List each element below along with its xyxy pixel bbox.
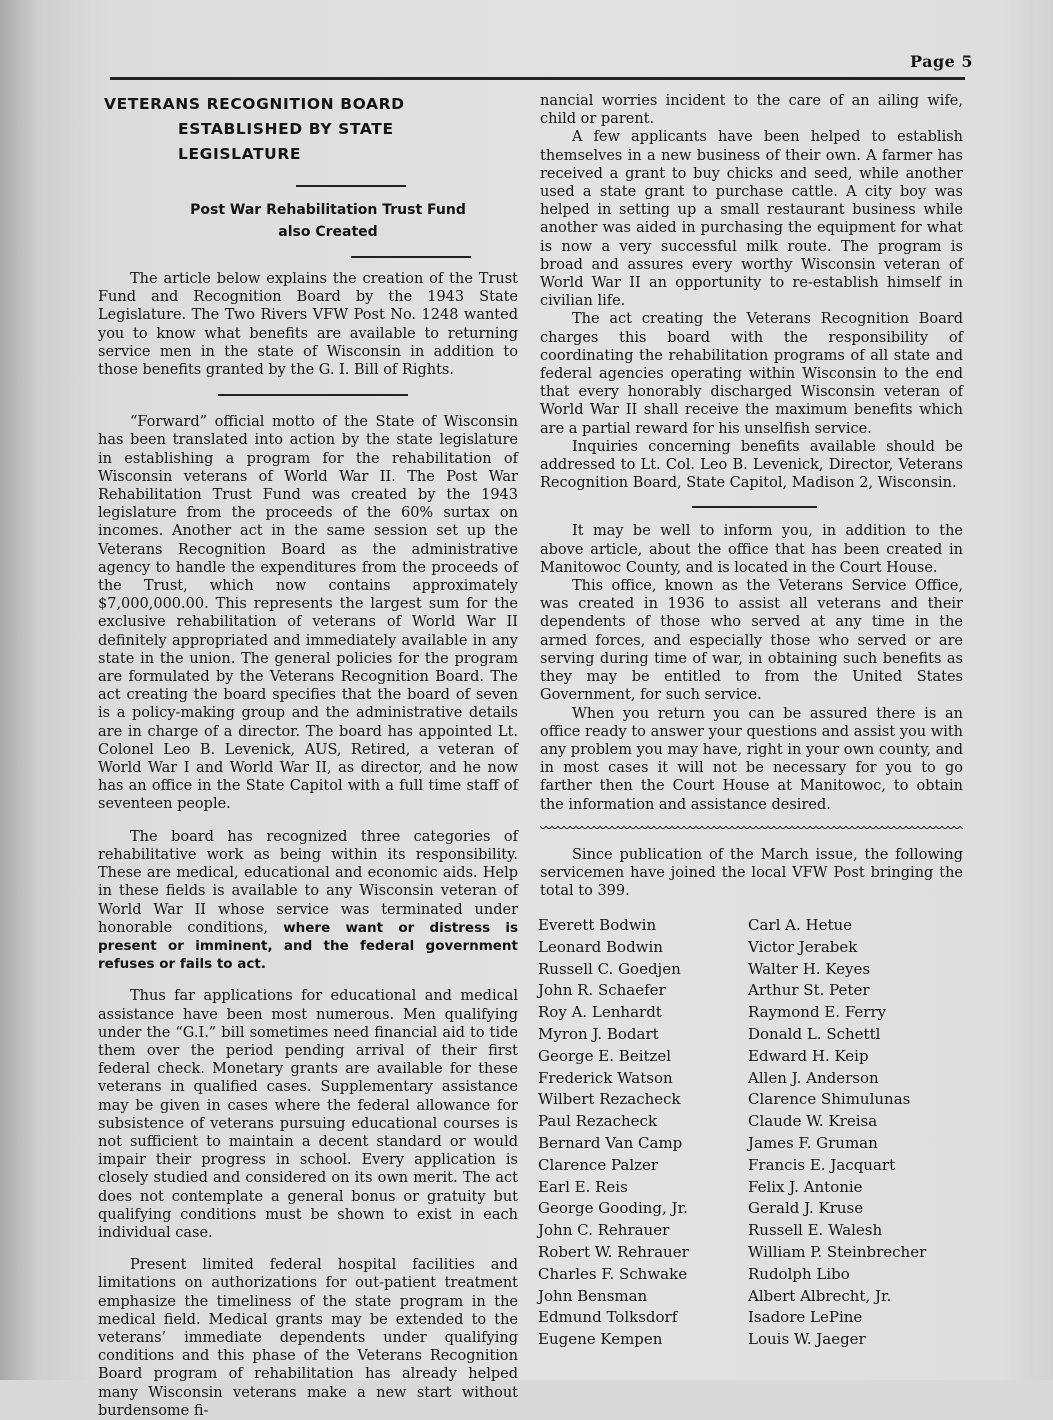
member-name: William P. Steinbrecher: [748, 1242, 927, 1261]
members-column-2: [748, 915, 968, 1351]
member-name: Allen J. Anderson: [748, 1068, 879, 1087]
new-members-list: [538, 915, 968, 1351]
intro-paragraph: The article below explains the creation of the Trust Fund and Recognition Board by the 1943 State Legislature. The Two Rivers VFW Post No. 1248 wanted you to know what benefits are available to returning service men in the state of Wisconsin in addition to those benefits granted by the G. I. Bill of Rights.: [98, 271, 518, 379]
article-paragraph-4: Present limited federal hospital facilities and limitations on authorizations for out-patient treatment emphasize the timeliness of the state program in the medical field. Medical grants may be extended to the veterans’ immediate dependents under qualifying conditions and this phase of the Veterans Recognition Board program of rehabilitation has already helped many Wisconsin veterans make a new start without burdensome fi-: [98, 1257, 518, 1419]
office-paragraph-1: It may be well to inform you, in addition to the above article, about the office that has been created in Manitowoc County, and is located in the Court House.: [540, 523, 963, 576]
headline-line-1: VETERANS RECOGNITION BOARD: [104, 95, 405, 113]
member-name: Felix J. Antonie: [748, 1177, 863, 1196]
article-paragraph-2-bold: where want or distress is present or imminent, and the federal government refuses or fails to act.: [98, 919, 519, 973]
member-name: Frederick Watson: [538, 1068, 673, 1087]
member-name: Raymond E. Ferry: [748, 1003, 887, 1022]
right-column: [540, 92, 963, 900]
members-intro: Since publication of the March issue, the following servicemen have joined the local VFW Post bringing the total to 399.: [540, 846, 963, 900]
member-name: Earl E. Reis: [538, 1177, 628, 1196]
member-name: Russell C. Goedjen: [538, 959, 681, 978]
member-name: Francis E. Jacquart: [748, 1155, 896, 1174]
member-name: Clarence Shimulunas: [748, 1090, 911, 1109]
member-name: Leonard Bodwin: [538, 937, 663, 956]
member-name: Roy A. Lenhardt: [538, 1003, 662, 1022]
member-name: Everett Bodwin: [538, 916, 657, 934]
left-column: [98, 92, 518, 1420]
subhead-rule: [351, 256, 471, 258]
member-name: Robert W. Rehrauer: [538, 1242, 689, 1261]
article-paragraph-2-text: The board has recognized three categories of rehabilitative work as being within its responsibility. These are medical, educational and economic aids. Help in these fields is available to any Wisconsin veteran of World War II whose service was terminated under honorable conditions,: [98, 828, 518, 936]
article-paragraph-5: A few applicants have been helped to establish themselves in a new business of their own. A farmer has received a grant to buy chicks and seed, while another used a state grant to purchase cattle. A city boy was helped in setting up a small restaurant business while another was aided in purchasing the equipment for what is now a very successful milk route. The program is broad and assures every worthy Wisconsin veteran of World War II an opportunity to re-establish himself in civilian life.: [540, 129, 963, 310]
member-name: John C. Rehrauer: [538, 1221, 670, 1240]
office-paragraph-2: This office, known as the Veterans Service Office, was created in 1936 to assist all veterans and their dependents of those who served at any time in the armed forces, and especially those who served or are serving during time of war, in obtaining such benefits as they may be entitled to from the United States Government, for such service.: [540, 578, 963, 704]
member-name: Arthur St. Peter: [748, 981, 870, 1000]
member-name: George Gooding, Jr.: [538, 1199, 688, 1218]
article-paragraph-7: Inquiries concerning benefits available should be addressed to Lt. Col. Leo B. Levenick, Director, Veterans Recognition Board, State Capitol, Madison 2, Wisconsin.: [540, 438, 963, 492]
member-name: Claude W. Kreisa: [748, 1112, 878, 1131]
member-name: Clarence Palzer: [538, 1155, 659, 1174]
article-paragraph-3: Thus far applications for educational and medical assistance have been most numerous. Men qualifying under the “G.I.” bill sometimes need financial aid to tide them over the period pending arrival of their first federal check. Monetary grants are available for these veterans in qualified cases. Supplementary assistance may be given in cases where the federal allowance for subsistence of veterans pursuing educational courses is not sufficient to maintain a decent standard or would impair their progress in school. Every application is closely studied and considered on its own merit. The act does not contemplate a general bonus or gratuity but qualifying conditions must be shown to exist in each individual case.: [98, 988, 518, 1241]
wavy-divider: [540, 826, 963, 832]
member-name: Wilbert Rezacheck: [538, 1090, 681, 1109]
headline-rule: [296, 185, 406, 187]
member-name: Albert Albrecht, Jr.: [748, 1286, 892, 1305]
office-paragraph-3: When you return you can be assured there is an office ready to answer your questions and assist you with any problem you may have, right in your own county, and in most cases it will not be necessary for you to go farther then the Court House at Manitowoc, to obtain the information and assistance desired.: [540, 705, 963, 813]
member-name: Paul Rezacheck: [538, 1112, 658, 1131]
member-name: Bernard Van Camp: [538, 1133, 683, 1152]
member-name: Eugene Kempen: [538, 1330, 663, 1349]
members-column-1: [538, 915, 748, 1351]
member-name: Charles F. Schwake: [538, 1264, 688, 1283]
member-name: Victor Jerabek: [748, 937, 858, 956]
member-name: John R. Schaefer: [538, 981, 666, 1000]
member-name: Rudolph Libo: [748, 1264, 850, 1283]
top-rule: [110, 77, 965, 80]
member-name: Myron J. Bodart: [538, 1024, 659, 1043]
member-name: Isadore LePine: [748, 1308, 863, 1327]
member-name: Carl A. Hetue: [748, 916, 853, 934]
member-name: Edmund Tolksdorf: [538, 1308, 678, 1327]
article-paragraph-4-continued: nancial worries incident to the care of an ailing wife, child or parent.: [540, 93, 963, 128]
member-name: Donald L. Schettl: [748, 1024, 881, 1043]
member-name: George E. Beitzel: [538, 1046, 672, 1065]
article-paragraph-2: [98, 828, 518, 974]
member-name: John Bensman: [538, 1286, 648, 1305]
section-rule: [692, 506, 817, 508]
article-paragraph-1: “Forward” official motto of the State of Wisconsin has been translated into action by the state legislature in establishing a program for the rehabilitation of Wisconsin veterans of World War II. The Post War Rehabilitation Trust Fund was created by the 1943 legislature from the proceeds of the 60% surtax on incomes. Another act in the same session set up the Veterans Recognition Board as the administrative agency to handle the expenditures from the proceeds of the Trust, which now contains approximately $7,000,000.00. This represents the largest sum for the exclusive rehabilitation of veterans of World War II definitely appropriated and immediately available in any state in the union. The general policies for the program are formulated by the Veterans Recognition Board. The act creating the board specifies that the board of seven is a policy-making group and the administrative details are in charge of a director. The board has appointed Lt. Colonel Leo B. Levenick, AUS, Retired, a veteran of World War I and World War II, as director, and he now has an office in the State Capitol with a full time staff of seventeen people.: [98, 414, 518, 813]
headline-line-2: ESTABLISHED BY STATE LEGISLATURE: [178, 120, 394, 163]
page-number: Page 5: [910, 52, 974, 71]
article-paragraph-6: The act creating the Veterans Recognition Board charges this board with the responsibility of coordinating the rehabilitation programs of all state and federal agencies operating within Wisconsin to the end that every honorably discharged Wisconsin veteran of World War II shall receive the maximum benefits which are a partial reward for his unselfish service.: [540, 311, 963, 437]
member-name: Russell E. Walesh: [748, 1221, 883, 1240]
subhead-line-1: Post War Rehabilitation Trust Fund: [190, 202, 466, 218]
subhead-line-2: also Created: [278, 224, 378, 240]
intro-rule: [218, 394, 408, 396]
member-name: Edward H. Keip: [748, 1046, 869, 1065]
member-name: Walter H. Keyes: [748, 959, 871, 978]
member-name: Louis W. Jaeger: [748, 1330, 866, 1349]
member-name: Gerald J. Kruse: [748, 1199, 864, 1218]
member-name: James F. Gruman: [748, 1133, 878, 1152]
